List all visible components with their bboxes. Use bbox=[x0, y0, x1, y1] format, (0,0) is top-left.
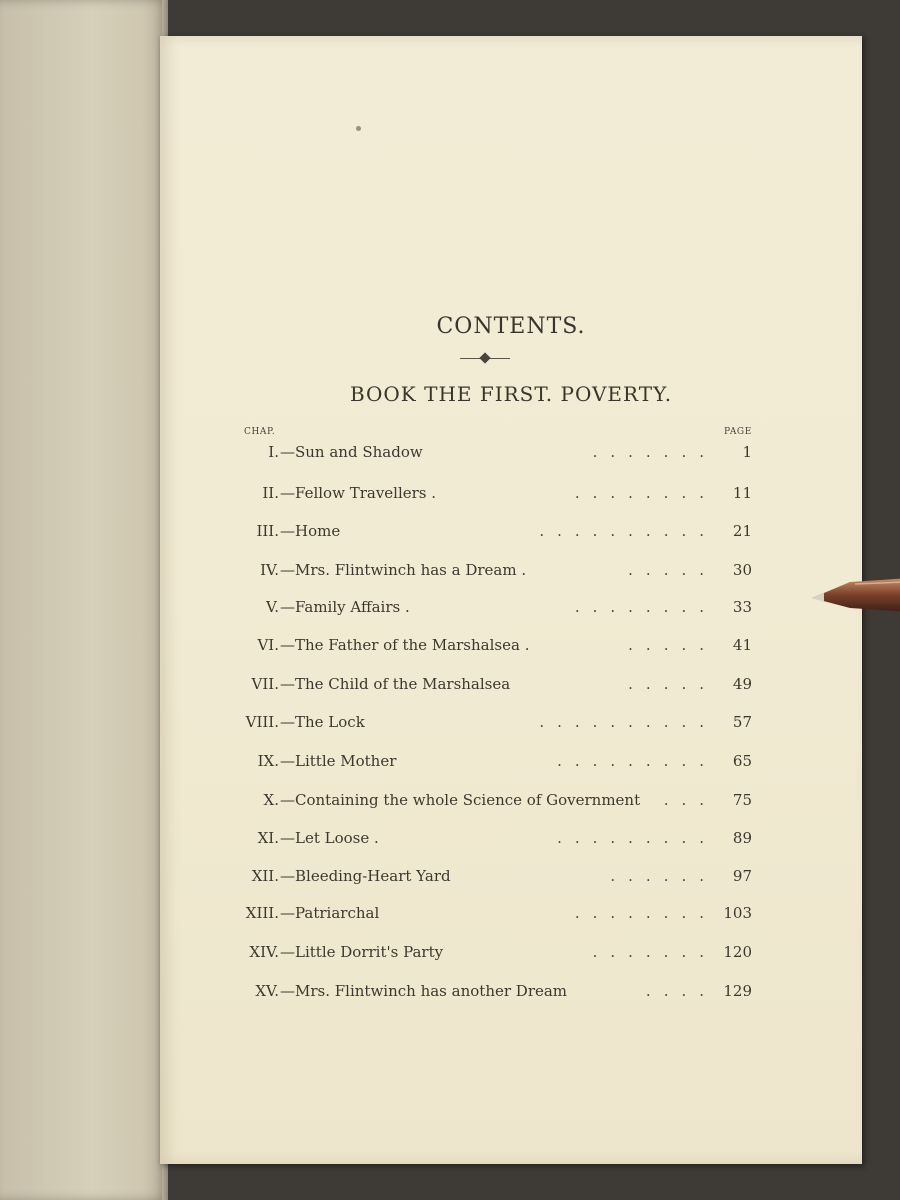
chapter-page: 1 bbox=[742, 443, 752, 461]
toc-row bbox=[160, 675, 862, 699]
leader-dots: .......... bbox=[539, 522, 717, 540]
chapter-number: IX. bbox=[257, 752, 279, 770]
leader-dots: ......... bbox=[557, 829, 717, 847]
leader-dots: ....... bbox=[592, 443, 717, 461]
chapter-number: II. bbox=[262, 484, 279, 502]
chapter-page: 65 bbox=[732, 752, 752, 770]
chapter-number: VIII. bbox=[245, 713, 279, 731]
chapter-page: 129 bbox=[723, 982, 752, 1000]
book-heading: BOOK THE FIRST. POVERTY. bbox=[349, 382, 673, 406]
chapter-page: 89 bbox=[732, 829, 752, 847]
right-page bbox=[160, 36, 862, 1164]
toc-row bbox=[160, 943, 862, 967]
chapter-number: III. bbox=[256, 522, 279, 540]
chapter-page: 21 bbox=[732, 522, 752, 540]
chapter-title: —The Father of the Marshalsea . bbox=[280, 636, 530, 654]
chapter-page: 75 bbox=[732, 791, 752, 809]
chap-column-label: CHAP. bbox=[244, 427, 276, 437]
chapter-title: —Mrs. Flintwinch has another Dream bbox=[280, 982, 568, 1000]
leader-dots: ..... bbox=[628, 675, 717, 693]
chapter-page: 11 bbox=[732, 484, 752, 502]
toc-row bbox=[160, 982, 862, 1006]
leader-dots: ......... bbox=[557, 752, 717, 770]
chapter-number: XI. bbox=[257, 829, 279, 847]
toc-row bbox=[160, 829, 862, 853]
chapter-title: —Sun and Shadow bbox=[280, 443, 423, 461]
chapter-page: 33 bbox=[732, 598, 752, 616]
chapter-title: —Little Mother bbox=[280, 752, 397, 770]
leader-dots: ........ bbox=[574, 598, 717, 616]
leader-dots: ........ bbox=[574, 904, 717, 922]
left-page bbox=[0, 0, 168, 1200]
toc-row bbox=[160, 484, 862, 508]
toc-row bbox=[160, 443, 862, 467]
chapter-number: I. bbox=[268, 443, 279, 461]
chapter-page: 30 bbox=[732, 561, 752, 579]
leader-dots: ... bbox=[663, 791, 717, 809]
page-title: CONTENTS. bbox=[436, 314, 586, 339]
chapter-number: VI. bbox=[257, 636, 279, 654]
leader-dots: ...... bbox=[610, 867, 717, 885]
chapter-title: —Home bbox=[280, 522, 341, 540]
leader-dots: ........ bbox=[574, 484, 717, 502]
chapter-title: —Little Dorrit's Party bbox=[280, 943, 444, 961]
chapter-title: —Bleeding-Heart Yard bbox=[280, 867, 451, 885]
chapter-page: 120 bbox=[723, 943, 752, 961]
chapter-title: —Fellow Travellers . bbox=[280, 484, 437, 502]
leader-dots: .... bbox=[645, 982, 717, 1000]
chapter-page: 57 bbox=[732, 713, 752, 731]
chapter-number: XIV. bbox=[249, 943, 279, 961]
chapter-number: IV. bbox=[260, 561, 279, 579]
leader-dots: .......... bbox=[539, 713, 717, 731]
toc-row bbox=[160, 561, 862, 585]
paper-spot bbox=[356, 126, 361, 131]
chapter-title: —The Lock bbox=[280, 713, 365, 731]
toc-row bbox=[160, 791, 862, 815]
chapter-page: 103 bbox=[723, 904, 752, 922]
chapter-title: —Patriarchal bbox=[280, 904, 380, 922]
toc-row bbox=[160, 752, 862, 776]
chapter-number: XIII. bbox=[245, 904, 279, 922]
toc-row bbox=[160, 904, 862, 928]
leader-dots: ..... bbox=[628, 561, 717, 579]
toc-row bbox=[160, 598, 862, 622]
chapter-number: VII. bbox=[251, 675, 279, 693]
toc-row bbox=[160, 867, 862, 891]
chapter-title: —Containing the whole Science of Government bbox=[280, 791, 641, 809]
toc-row bbox=[160, 713, 862, 737]
leader-dots: ..... bbox=[628, 636, 717, 654]
pen-tip-icon bbox=[810, 574, 900, 614]
chapter-page: 41 bbox=[732, 636, 752, 654]
chapter-title: —Family Affairs . bbox=[280, 598, 410, 616]
chapter-page: 49 bbox=[732, 675, 752, 693]
page-column-label: PAGE bbox=[724, 427, 752, 437]
toc-row bbox=[160, 636, 862, 660]
chapter-page: 97 bbox=[732, 867, 752, 885]
rule-ornament bbox=[479, 352, 490, 363]
chapter-number: XII. bbox=[251, 867, 279, 885]
chapter-number: XV. bbox=[255, 982, 279, 1000]
chapter-title: —The Child of the Marshalsea bbox=[280, 675, 511, 693]
chapter-title: —Let Loose . bbox=[280, 829, 379, 847]
chapter-number: V. bbox=[266, 598, 279, 616]
leader-dots: ....... bbox=[592, 943, 717, 961]
chapter-number: X. bbox=[263, 791, 279, 809]
chapter-title: —Mrs. Flintwinch has a Dream . bbox=[280, 561, 527, 579]
toc-row bbox=[160, 522, 862, 546]
